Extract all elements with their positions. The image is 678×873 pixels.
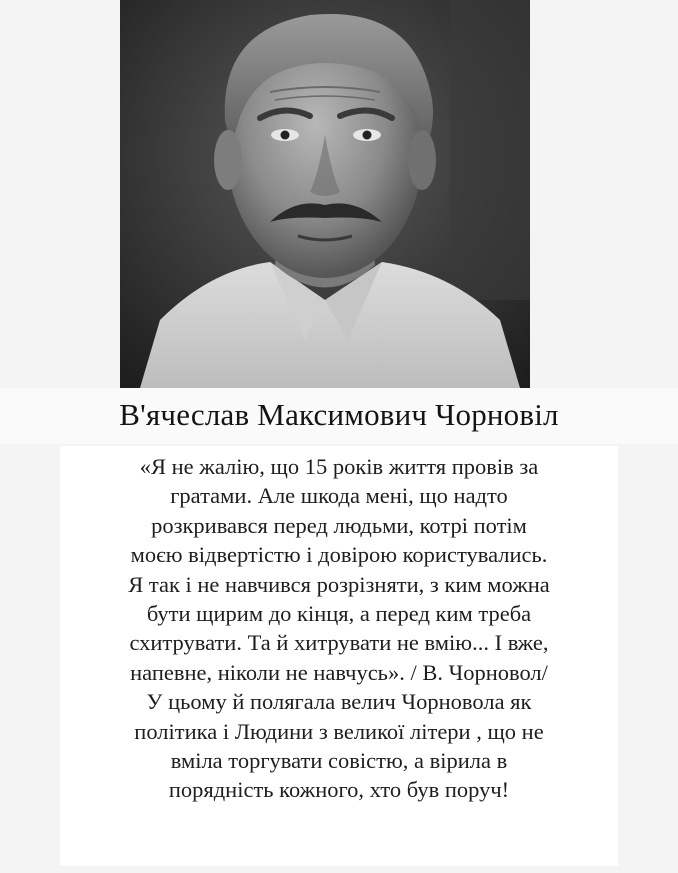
person-name: В'ячеслав Максимович Чорновіл [119, 397, 559, 432]
quote-line: порядність кожного, хто був поруч! [168, 777, 510, 803]
quote-line: моєю відвертістю і довірою користувались. [130, 542, 548, 568]
quote-line: політика і Людини з великої літери , що не [134, 718, 544, 744]
quote-line: гратами. Але шкода мені, що надто [170, 483, 508, 509]
quote-line: напевне, ніколи не навчусь». / В. Чорновол/ [130, 659, 548, 685]
quote-line: вміла торгувати совістю, а вірила в [170, 748, 508, 774]
quote-text [60, 452, 618, 805]
quote-line: бути щирим до кінця, а перед ким треба [146, 601, 532, 627]
quote-line: Я так і не навчився розрізняти, з ким можна [128, 571, 550, 597]
man-portrait-icon [120, 0, 530, 388]
quote-line: «Я не жалію, що 15 років життя провів за [139, 454, 539, 479]
portrait-photo [120, 0, 530, 388]
quote-line: У цьому й полягала велич Чорновола як [146, 689, 532, 715]
quote-line: схитрувати. Та й хитрувати не вмію... І вже, [129, 630, 549, 656]
quote-line: розкривався перед людьми, котрі потім [151, 512, 527, 538]
